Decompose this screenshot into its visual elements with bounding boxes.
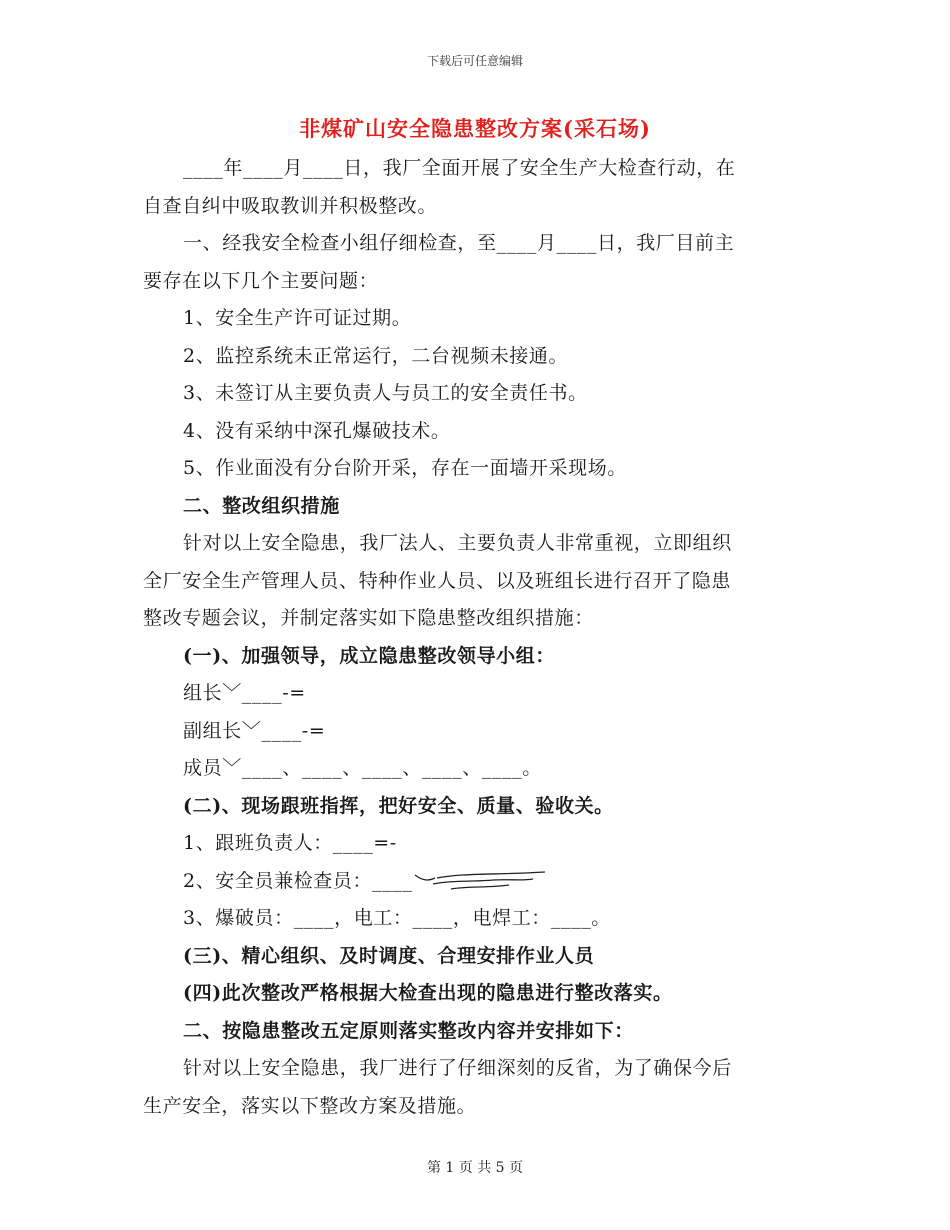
list-item: 1、安全生产许可证过期。 <box>183 307 412 329</box>
list-item: 2、监控系统未正常运行，二台视频未接通。 <box>183 344 569 367</box>
paragraph-line: 整改专题会议，并制定落实如下隐患整改组织措施： <box>143 607 594 629</box>
paragraph-line: 全厂安全生产管理人员、特种作业人员、以及班组长进行召开了隐患 <box>143 569 732 592</box>
paragraph-line: ____年____月____日，我厂全面开展了安全生产大检查行动，在 <box>183 157 736 179</box>
subsection-heading: (四)此次整改严格根据大检查出现的隐患进行整改落实。 <box>183 982 673 1004</box>
form-line-text: 2、安全员兼检查员：____ <box>183 869 413 892</box>
subsection-heading: (二)、现场跟班指挥，把好安全、质量、验收关。 <box>183 794 614 817</box>
subsection-heading: (三)、精心组织、及时调度、合理安排作业人员 <box>183 944 595 967</box>
form-line-with-scribble <box>143 863 807 901</box>
list-item: 4、没有采纳中深孔爆破技术。 <box>183 419 451 442</box>
page-footer: 第 1 页 共 5 页 <box>426 1160 524 1176</box>
form-line: 副组长﹀____-= <box>183 719 326 742</box>
paragraph-line: 要存在以下几个主要问题： <box>143 269 379 292</box>
form-line: 3、爆破员：____，电工：____，电焊工：____。 <box>183 907 611 929</box>
paragraph-line: 自查自纠中吸取教训并积极整改。 <box>143 194 438 217</box>
form-line: 组长﹀____-= <box>183 682 306 704</box>
paragraph-line: 生产安全，落实以下整改方案及措施。 <box>143 1094 477 1117</box>
section-heading: 二、按隐患整改五定原则落实整改内容并安排如下： <box>183 1019 634 1042</box>
scribble-mark <box>413 869 553 895</box>
form-line: 成员﹀____、____、____、____、____。 <box>183 757 542 779</box>
document-body <box>143 150 807 1125</box>
list-item: 5、作业面没有分台阶开采，存在一面墙开采现场。 <box>183 457 627 479</box>
document-title: 非煤矿山安全隐患整改方案(采石场) <box>299 116 651 141</box>
section-heading: 二、整改组织措施 <box>183 494 340 517</box>
subsection-heading: (一)、加强领导，成立隐患整改领导小组： <box>183 644 555 667</box>
header-note: 下载后可任意编辑 <box>426 54 523 68</box>
list-item: 3、未签订从主要负责人与员工的安全责任书。 <box>183 382 588 404</box>
paragraph-line: 针对以上安全隐患，我厂进行了仔细深刻的反省，为了确保今后 <box>183 1057 732 1079</box>
form-line: 1、跟班负责人：____=- <box>183 832 397 854</box>
paragraph-line: 针对以上安全隐患，我厂法人、主要负责人非常重视，立即组织 <box>183 532 732 554</box>
section-heading-line: 一、经我安全检查小组仔细检查，至____月____日，我厂目前主 <box>183 232 735 254</box>
